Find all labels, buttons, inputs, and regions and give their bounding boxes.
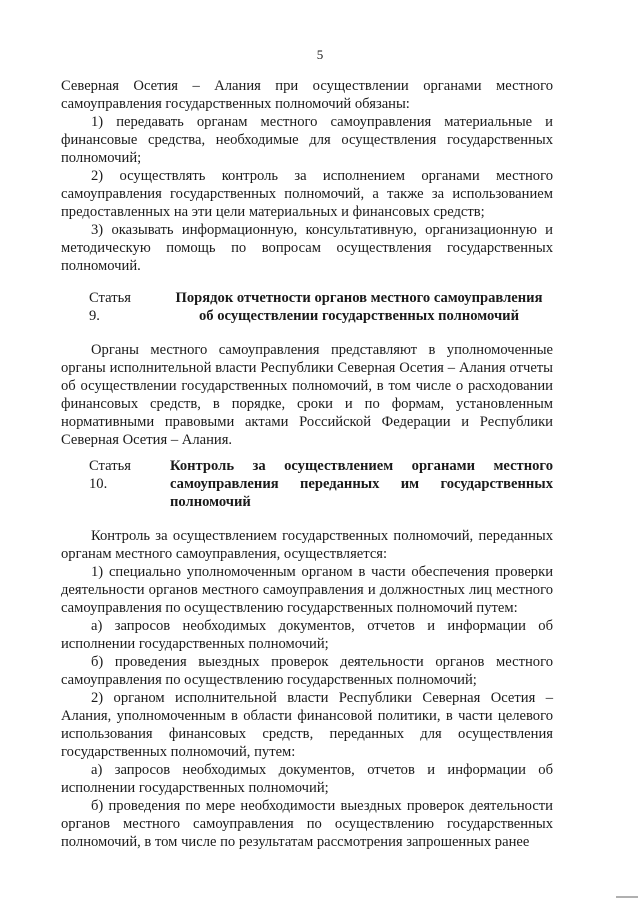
article-10-paragraph-6: а) запросов необходимых документов, отчетов и информации об исполнении государственных полномочий; xyxy=(61,762,553,796)
article-10-label: Статья 10. xyxy=(89,458,131,492)
article-10-title: Контроль за осуществлением органами местного самоуправления переданных им государственных полномочий xyxy=(170,458,553,510)
article-9-label: Статья 9. xyxy=(89,290,131,324)
article-10-paragraph-2: 1) специально уполномоченным органом в части обеспечения проверки деятельности органов местного самоуправления и должностных лиц местного самоуправления по осуществлению государственных полномочий путем: xyxy=(61,564,553,616)
scan-edge-mark xyxy=(616,896,638,898)
intro-paragraph-4: 3) оказывать информационную, консультативную, организационную и методическую помощь по вопросам осуществления государственных полномочий. xyxy=(61,222,553,274)
article-9-body: Органы местного самоуправления представляют в уполномоченные органы исполнительной власти Республики Северная Осетия – Алания отчеты об осуществлении государственных полномочий, в том числе о расходовании финансовых средств, в порядке, сроки и по формам, установленным нормативными правовыми актами Российской Федерации и Республики Северная Осетия – Алания. xyxy=(61,342,553,448)
intro-paragraph-3: 2) осуществлять контроль за исполнением органами местного самоуправления государственных полномочий, а также за использованием предоставленных на эти цели материальных и финансовых средств; xyxy=(61,168,553,220)
intro-paragraph-2: 1) передавать органам местного самоуправления материальные и финансовые средства, необходимые для осуществления государственных полномочий; xyxy=(61,114,553,166)
article-10-paragraph-1: Контроль за осуществлением государственных полномочий, переданных органам местного самоуправления, осуществляется: xyxy=(61,528,553,562)
article-10-paragraph-5: 2) органом исполнительной власти Республики Северная Осетия – Алания, уполномоченным в области финансовой политики, в части целевого использования финансовых средств, переданных для осуществления государственных полномочий, путем: xyxy=(61,690,553,760)
article-9-title-line-2: об осуществлении государственных полномочий xyxy=(199,308,519,324)
article-10-paragraph-4: б) проведения выездных проверок деятельности органов местного самоуправления по осуществлению государственных полномочий; xyxy=(61,654,553,688)
article-10-paragraph-3: а) запросов необходимых документов, отчетов и информации об исполнении государственных полномочий; xyxy=(61,618,553,652)
page-number: 5 xyxy=(316,47,324,62)
article-9-title-line-1: Порядок отчетности органов местного самоуправления xyxy=(175,290,543,306)
article-10-paragraph-7: б) проведения по мере необходимости выездных проверок деятельности органов местного самоуправления по осуществлению государственных полномочий, в том числе по результатам рассмотрения запрошенных ранее xyxy=(61,798,553,850)
intro-paragraph-1: Северная Осетия – Алания при осуществлении органами местного самоуправления государственных полномочий обязаны: xyxy=(61,78,553,112)
